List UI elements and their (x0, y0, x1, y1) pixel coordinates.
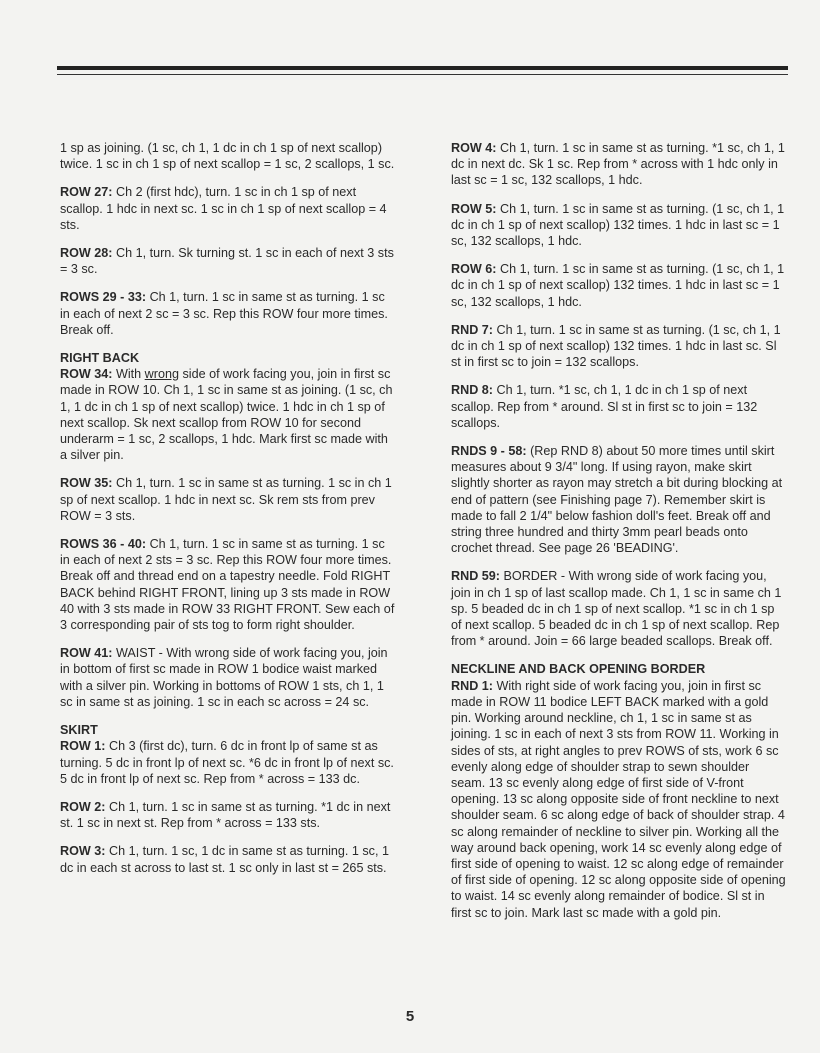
left-column (60, 140, 398, 876)
row-text: side of work facing you, join in first sc made in ROW 10. Ch 1, 1 sc in same st as joining. (1 sc, ch 1, 1 dc in ch 1 sp of next scallop) twice. 1 hdc in ch 1 sp of next scallop. Sk next scallop from ROW 10 for second underarm = 1 sc, 2 scallops, 1 hdc. Mark first sc made with a silver pin. (60, 367, 393, 463)
rows-29-33 (60, 289, 398, 338)
row-41 (60, 645, 398, 710)
row-label: ROW 6: (451, 262, 497, 277)
row-label: RND 1: (451, 678, 493, 693)
right-column (451, 140, 787, 921)
underlined-word: wrong (144, 367, 179, 382)
header-rule-thick (57, 66, 788, 70)
row-text: Ch 1, turn. 1 sc in same st as turning. *1 sc, ch 1, 1 dc in next dc. Sk 1 sc. Rep from * across with 1 hdc only in last sc = 1 sc, 132 scallops, 1 hdc. (451, 141, 785, 188)
row-label: RND 59: (451, 569, 500, 584)
row-text: Ch 1, turn. *1 sc, ch 1, 1 dc in ch 1 sp of next scallop. Rep from * around. Sl st in first sc to join = 132 scallops. (451, 383, 758, 430)
rnds-9-58 (451, 443, 787, 556)
section-heading-right-back: RIGHT BACK (60, 351, 140, 366)
section-heading-skirt: SKIRT (60, 723, 98, 738)
row-6 (451, 261, 787, 310)
row-4 (451, 140, 787, 189)
row-label: ROW 41: (60, 646, 113, 661)
section-heading-neckline: NECKLINE AND BACK OPENING BORDER (451, 662, 706, 677)
page-number: 5 (405, 1008, 415, 1025)
row-label: ROW 35: (60, 476, 113, 491)
row-text: Ch 1, turn. 1 sc, 1 dc in same st as turning. 1 sc, 1 dc in each st across to last st. 1 sc only in last st = 265 sts. (60, 844, 389, 875)
row-text: Ch 1, turn. 1 sc in same st as turning. (1 sc, ch 1, 1 dc in ch 1 sp of next scallop) 132 times. 1 hdc in last sc. Sl st in first sc to join = 132 scallops. (451, 322, 781, 370)
row-label: ROW 5: (451, 201, 497, 216)
row-35 (60, 475, 398, 524)
row-label: RND 8: (451, 383, 493, 398)
row-text: WAIST - With wrong side of work facing you, join in bottom of first sc made in ROW 1 bodice waist marked with a silver pin. Working in bottoms of ROW 1 sts, ch 1, 1 sc in same st as joining. 1 sc in each sc across = 24 sc. (60, 646, 388, 709)
row-text: Ch 1, turn. 1 sc in same st as turning. (1 sc, ch 1, 1 dc in ch 1 sp of next scallop) 132 times. 1 hdc in last sc = 1 sc, 132 scallops, 1 hdc. (451, 262, 785, 309)
row-text: Ch 1, turn. 1 sc in same st as turning. 1 sc in each of next 2 sts = 3 sc. Rep this ROW four more times. Break off and thread end on a tapestry needle. Fold RIGHT BACK behind RIGHT FRONT, lining up 3 sts made in ROW 40 with 3 sts made in ROW 33 RIGHT FRONT. Sew each of 3 corresponding pair of sts tog to form right shoulder. (60, 537, 395, 633)
row-label: ROWS 29 - 33: (60, 290, 147, 305)
rnd-7 (451, 322, 787, 371)
row-label: ROW 2: (60, 799, 106, 814)
row-label: ROW 1: (60, 739, 106, 754)
skirt-row-2 (60, 799, 398, 831)
row-label: RNDS 9 - 58: (451, 444, 527, 459)
row-text: Ch 1, turn. 1 sc in same st as turning. *1 dc in next st. 1 sc in next st. Rep from * across = 133 sts. (60, 799, 391, 831)
row-label: ROW 4: (451, 141, 497, 155)
row-text: Ch 1, turn. 1 sc in same st as turning. 1 sc in ch 1 sp of next scallop. 1 hdc in next sc. Sk rem sts from prev ROW = 3 sts. (60, 476, 392, 523)
row-34: RIGHT BACK ROW 34: With wrong side of work facing you, join in first sc made in ROW 10. Ch 1, 1 sc in same st as joining. (1 sc, ch 1, 1 dc in ch 1 sp of next scallop) twice. 1 hdc in ch 1 sp of next scallop. Sk next scallop from ROW 10 for second underarm = 1 sc, 2 scallops, 1 hdc. Mark first sc made with a silver pin. (60, 350, 398, 463)
row-text: Ch 1, turn. 1 sc in same st as turning. 1 sc in each of next 2 sc = 3 sc. Rep this ROW four more times. Break off. (60, 290, 388, 337)
row-text: BORDER - With wrong side of work facing you, join in ch 1 sp of last scallop made. Ch 1, 1 sc in same ch 1 sp. 5 beaded dc in ch 1 sp of next scallop. *1 sc in ch 1 sp of next scallop. 5 beaded dc in ch 1 sp of next scallop. Rep from * around. Join = 66 large beaded scallops. Break off. (451, 569, 782, 649)
skirt-row-3 (60, 843, 398, 875)
row-label: RND 7: (451, 322, 493, 337)
skirt-row-1 (60, 722, 398, 787)
row-label: ROW 27: (60, 185, 113, 200)
row-text: Ch 1, turn. Sk turning st. 1 sc in each of next 3 sts = 3 sc. (60, 246, 394, 277)
header-rule-thin (57, 74, 788, 75)
row-27 (60, 184, 398, 233)
row-28 (60, 245, 398, 277)
rows-36-40 (60, 536, 398, 633)
row-label: ROW 28: (60, 246, 113, 261)
rnd-59 (451, 568, 787, 649)
neckline-rnd-1 (451, 661, 787, 920)
row-5 (451, 201, 787, 250)
row-text: Ch 3 (first dc), turn. 6 dc in front lp of same st as turning. 5 dc in front lp of next sc. *6 dc in front lp of next sc. 5 dc in front lp of next sc. Rep from * across = 133 dc. (60, 739, 394, 786)
continued-paragraph: 1 sp as joining. (1 sc, ch 1, 1 dc in ch 1 sp of next scallop) twice. 1 sc in ch 1 sp of next scallop = 1 sc, 2 scallops, 1 sc. (60, 141, 395, 172)
rnd-8 (451, 382, 787, 431)
row-label: ROWS 36 - 40: (60, 537, 147, 552)
row-text: Ch 2 (first hdc), turn. 1 sc in ch 1 sp of next scallop. 1 hdc in next sc. 1 sc in ch 1 sp of next scallop = 4 sts. (60, 185, 387, 232)
row-label: ROW 3: (60, 844, 106, 859)
row-text: Ch 1, turn. 1 sc in same st as turning. (1 sc, ch 1, 1 dc in ch 1 sp of next scallop) 132 times. 1 hdc in last sc = 1 sc, 132 scallops, 1 hdc. (451, 201, 785, 249)
row-label: ROW 34: (60, 367, 113, 382)
row-text: (Rep RND 8) about 50 more times until skirt measures about 9 3/4" long. If using rayon, make skirt slightly shorter as rayon may stretch a bit during blocking at end of pattern (see Finishing page 7). Remember skirt is made to fall 2 1/4" below fashion doll's feet. Break off and string three hundred and thirty 3mm pearl beads onto crochet thread. See page 26 'BEADING'. (451, 444, 783, 556)
row-text: With right side of work facing you, join in first sc made in ROW 11 bodice LEFT BACK marked with a gold pin. Working around neckline, ch 1, 1 sc in same st as joining. 1 sc in each of next 3 sts from ROW 11. Working in sides of sts, at right angles to prev ROWS of sts, work 6 sc evenly along edge of shoulder strap to sewn shoulder seam. 13 sc evenly along edge of first side of V-front opening. 13 sc along opposite side of front neckline to next shoulder seam. 6 sc along edge of back of shoulder strap. 4 sc along remainder of neckline to silver pin. Working all the way around back opening, work 14 sc evenly along edge of first side of opening to waist. 12 sc along edge of remainder of first side of opening. 12 sc along opposite side of opening to waist. 14 sc evenly along remainder of bodice. Sl st in first sc to join. Mark last sc made with a gold pin. (451, 678, 786, 920)
